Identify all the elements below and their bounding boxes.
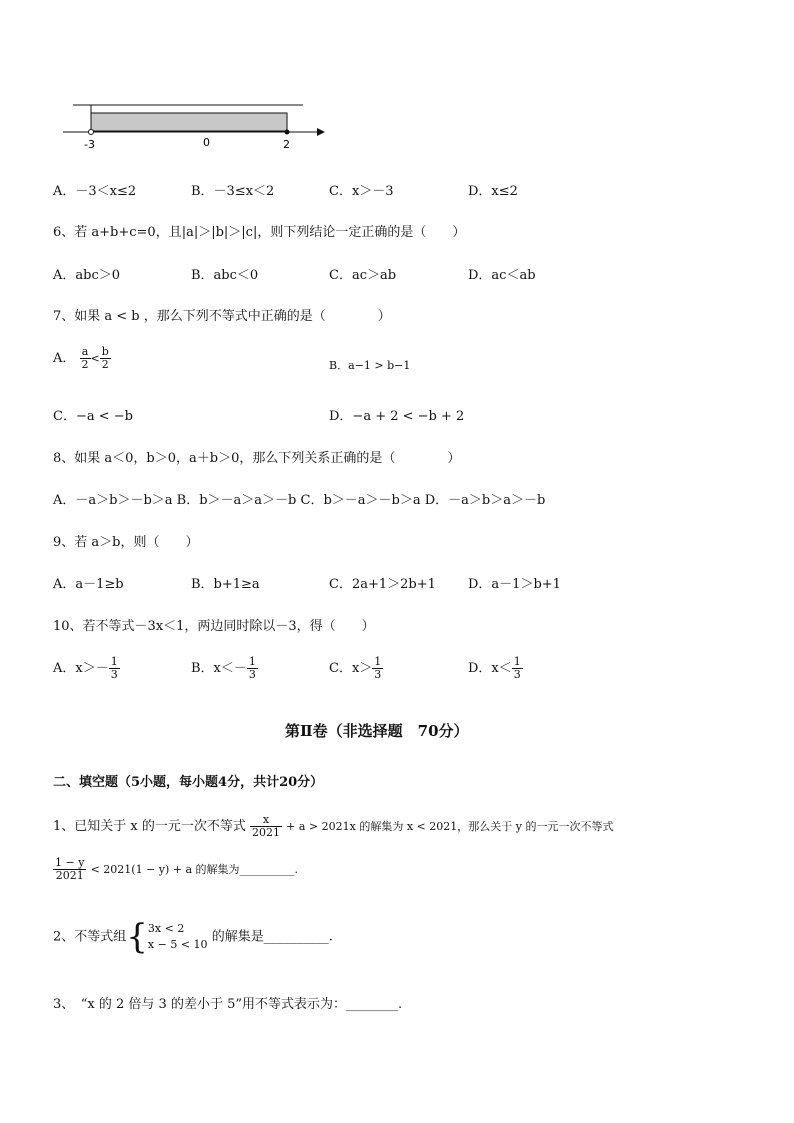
q7-frac2-num: b [101,345,109,358]
q10-b-den: 3 [248,668,256,682]
q8-stem: 8、如果 a＜0，b＞0，a＋b＞0，那么下列关系正确的是（ ） [53,451,461,466]
part2-title: 第Ⅱ卷（非选择题 70分） [285,722,469,740]
q10-a-prefix: A．x＞－ [53,661,109,677]
q10-option-a[interactable] [53,656,120,681]
right-endpoint [285,130,290,135]
q10-c-num: 1 [374,655,382,668]
fill1-post: < 2021(1 − y) + a 的解集为__________. [90,863,299,877]
q7-option-b[interactable]: B．a−1 > b−1 [329,359,411,372]
fill2-row1: 3x < 2 [147,921,185,935]
q10-d-den: 3 [513,668,521,682]
fill2-line [53,917,333,957]
q7-frac2-den: 2 [101,358,109,372]
q5-option-d[interactable]: D．x≤2 [468,184,518,199]
q10-a-fraction [109,656,120,681]
q6-stem: 6、若 a+b+c=0，且|a|＞|b|＞|c|，则下列结论一定正确的是（ ） [53,225,466,240]
q10-a-num: 1 [110,655,118,668]
fill2-row2: x − 5 < 10 [147,938,208,951]
q6-option-a[interactable]: A．abc＞0 [53,268,121,283]
q7-fraction-b-over-2 [100,346,111,371]
q7-frac1-den: 2 [81,358,89,372]
q7-option-d[interactable]: D．−a + 2 < −b + 2 [329,409,465,424]
q9-option-a[interactable]: A．a－1≥b [53,577,124,592]
q9-stem: 9、若 a＞b，则（ ） [53,535,199,550]
tick-label-zero: 0 [203,136,210,149]
q5-option-a[interactable]: A．－3＜x≤2 [53,184,137,199]
q10-b-num: 1 [248,655,256,668]
number-line [55,95,335,155]
tick-label-right: 2 [283,138,290,151]
fill2-pre: 2、不等式组 [53,929,127,945]
q10-option-b[interactable] [191,656,258,681]
q7-stem: 7、如果 a < b ，那么下列不等式中正确的是（ ） [53,309,391,324]
q7-relation: < [90,352,100,366]
fill1-frac2-den: 2021 [55,869,84,883]
q10-b-prefix: B．x＜－ [191,661,247,677]
q7-option-a-label: A． [53,351,76,367]
q7-option-c[interactable]: C．−a < −b [53,409,133,424]
fill2-post: 的解集是__________. [211,929,333,945]
q10-stem: 10、若不等式－3x＜1，两边同时除以－3，得（ ） [53,619,375,634]
q9-option-c[interactable]: C．2a+1＞2b+1 [329,577,436,592]
q10-c-fraction [372,656,383,681]
fill1-line2 [53,857,298,882]
q5-option-c[interactable]: C．x＞－3 [329,184,394,199]
fill1-line1 [53,814,613,839]
fill1-fraction-1-y-over-2021 [53,857,86,882]
q6-option-c[interactable]: C．ac＞ab [329,268,397,283]
q5-option-b[interactable]: B．－3≤x＜2 [191,184,275,199]
fill1-pre: 1、已知关于 x 的一元一次不等式 [53,819,246,835]
section-fill-in-heading: 二、填空题（5小题，每小题4分，共计20分） [53,775,324,790]
fill1-frac-den: 2021 [252,826,281,840]
q10-a-den: 3 [110,668,118,682]
q8-options[interactable]: A．－a＞b＞－b＞a B．b＞－a＞a＞－b C．b＞－a＞－b＞a D．－a＞b＞a＞－b [53,493,546,508]
q10-d-fraction [512,656,523,681]
q6-option-b[interactable]: B．abc＜0 [191,268,259,283]
q6-option-d[interactable]: D．ac＜ab [468,268,536,283]
fill1-fraction-x-over-2021 [250,814,282,839]
q10-d-prefix: D．x＜ [468,661,512,677]
fill1-mid: + a > 2021x 的解集为 x < 2021，那么关于 y 的一元一次不等式 [286,820,614,834]
q7-fraction-a-over-2 [80,346,91,371]
tick-label-left: -3 [84,138,95,151]
q10-option-d[interactable] [468,656,523,681]
q9-option-b[interactable]: B．b+1≥a [191,577,260,592]
q10-b-fraction [247,656,258,681]
fill1-frac-num: x [250,814,282,827]
axis-arrow-icon [317,128,325,136]
q10-c-prefix: C．x＞ [329,661,373,677]
left-brace-icon: { [126,917,148,957]
q10-c-den: 3 [374,668,382,682]
fill2-system [148,921,208,954]
q9-option-d[interactable]: D．a－1＞b+1 [468,577,561,592]
fill1-frac2-num: 1 − y [55,856,85,869]
q7-frac1-num: a [80,346,91,359]
left-endpoint [89,130,94,135]
shaded-interval [91,113,287,131]
fill3-line: 3、 “x 的 2 倍与 3 的差小于 5”用不等式表示为：________. [53,997,403,1012]
q10-d-num: 1 [513,655,521,668]
q10-option-c[interactable] [329,656,383,681]
q7-option-a[interactable] [53,346,111,371]
